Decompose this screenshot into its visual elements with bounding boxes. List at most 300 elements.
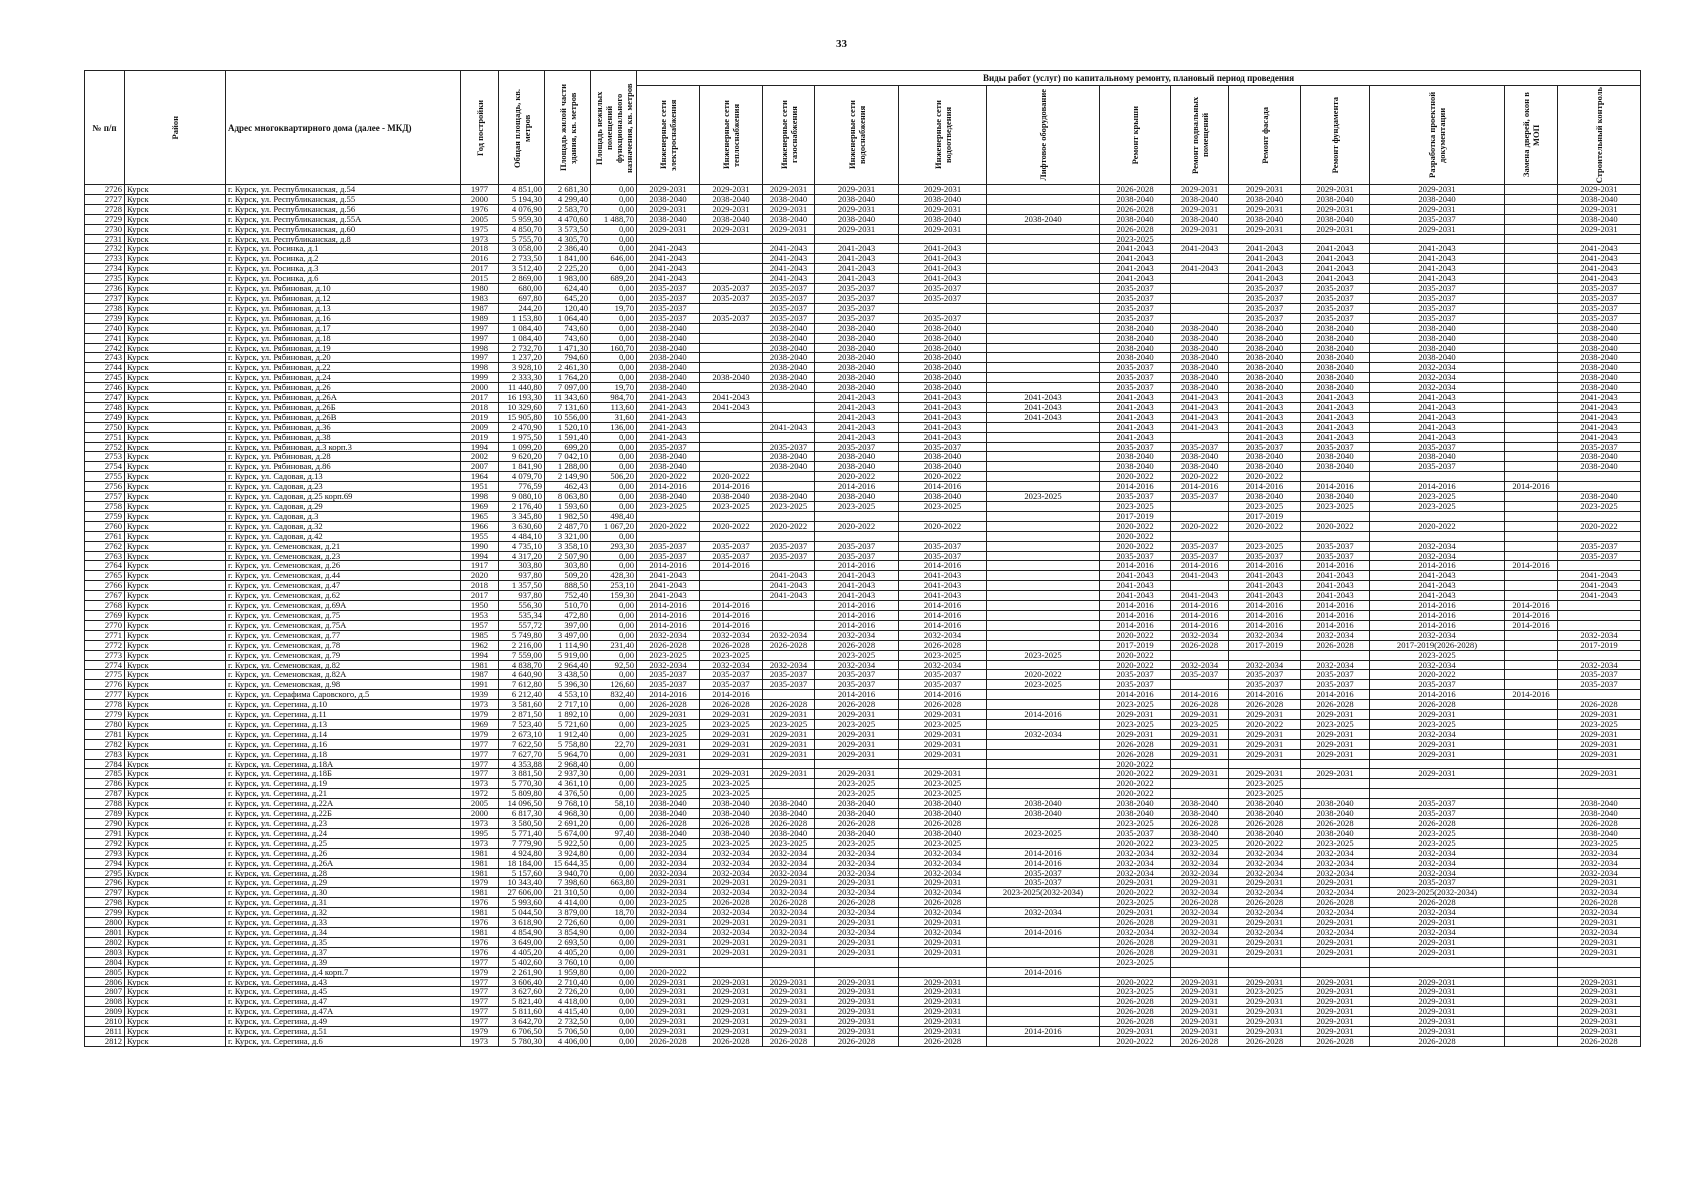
cell-design-docs: 2023-2025 bbox=[1370, 719, 1505, 729]
cell-electric bbox=[637, 531, 700, 541]
cell-heating: 2026-2028 bbox=[700, 819, 763, 829]
table-row bbox=[85, 363, 1641, 373]
cell-living-area: 888,50 bbox=[545, 581, 591, 591]
cell-nonliving-area: 293,30 bbox=[591, 541, 637, 551]
cell-district: Курск bbox=[125, 937, 226, 947]
cell-design-docs: 2041-2043 bbox=[1370, 254, 1505, 264]
cell-total-area: 5 993,60 bbox=[499, 898, 545, 908]
cell-district: Курск bbox=[125, 680, 226, 690]
cell-drainage: 2038-2040 bbox=[899, 799, 987, 809]
cell-nonliving-area: 0,00 bbox=[591, 927, 637, 937]
cell-construction-control: 2035-2037 bbox=[1558, 541, 1641, 551]
cell-facade: 2038-2040 bbox=[1229, 799, 1301, 809]
cell-address: г. Курск, ул. Семеновская, д.44 bbox=[226, 571, 461, 581]
cell-construction-control: 2038-2040 bbox=[1558, 828, 1641, 838]
cell-num: 2771 bbox=[85, 630, 125, 640]
cell-year: 1957 bbox=[461, 620, 499, 630]
cell-year: 1977 bbox=[461, 769, 499, 779]
cell-water bbox=[815, 511, 899, 521]
cell-water: 2038-2040 bbox=[815, 828, 899, 838]
cell-foundation: 2029-2031 bbox=[1301, 947, 1370, 957]
cell-total-area: 3 345,80 bbox=[499, 511, 545, 521]
cell-design-docs: 2029-2031 bbox=[1370, 204, 1505, 214]
cell-facade: 2032-2034 bbox=[1229, 888, 1301, 898]
cell-year: 2000 bbox=[461, 383, 499, 393]
cell-foundation bbox=[1301, 234, 1370, 244]
cell-drainage: 2023-2025 bbox=[899, 789, 987, 799]
cell-year: 1973 bbox=[461, 779, 499, 789]
cell-nonliving-area: 663,80 bbox=[591, 878, 637, 888]
cell-drainage: 2029-2031 bbox=[899, 769, 987, 779]
cell-nonliving-area: 0,00 bbox=[591, 531, 637, 541]
cell-drainage: 2032-2034 bbox=[899, 888, 987, 898]
cell-living-area: 2 968,40 bbox=[545, 759, 591, 769]
cell-living-area: 2 726,20 bbox=[545, 987, 591, 997]
cell-district: Курск bbox=[125, 729, 226, 739]
cell-num: 2783 bbox=[85, 749, 125, 759]
cell-year: 1965 bbox=[461, 511, 499, 521]
cell-doors-windows: 2014-2016 bbox=[1505, 690, 1558, 700]
cell-foundation: 2029-2031 bbox=[1301, 185, 1370, 195]
cell-heating: 2014-2016 bbox=[700, 482, 763, 492]
cell-foundation: 2026-2028 bbox=[1301, 1036, 1370, 1046]
cell-design-docs: 2029-2031 bbox=[1370, 185, 1505, 195]
cell-foundation: 2038-2040 bbox=[1301, 492, 1370, 502]
cell-living-area: 2 149,90 bbox=[545, 472, 591, 482]
cell-doors-windows: 2014-2016 bbox=[1505, 482, 1558, 492]
cell-basement: 2014-2016 bbox=[1171, 610, 1229, 620]
cell-electric: 2029-2031 bbox=[637, 918, 700, 928]
cell-construction-control: 2032-2034 bbox=[1558, 630, 1641, 640]
cell-gas: 2029-2031 bbox=[763, 997, 815, 1007]
cell-living-area: 1 593,60 bbox=[545, 502, 591, 512]
cell-total-area: 5 194,30 bbox=[499, 194, 545, 204]
cell-num: 2782 bbox=[85, 739, 125, 749]
cell-year: 1973 bbox=[461, 234, 499, 244]
cell-water: 2041-2043 bbox=[815, 581, 899, 591]
cell-drainage: 2014-2016 bbox=[899, 690, 987, 700]
cell-num: 2742 bbox=[85, 343, 125, 353]
cell-district: Курск bbox=[125, 739, 226, 749]
cell-gas: 2026-2028 bbox=[763, 898, 815, 908]
cell-living-area: 3 924,80 bbox=[545, 848, 591, 858]
cell-year: 1981 bbox=[461, 848, 499, 858]
cell-lift bbox=[987, 482, 1100, 492]
cell-basement: 2029-2031 bbox=[1171, 1027, 1229, 1037]
cell-address: г. Курск, ул. Семеновская, д.75А bbox=[226, 620, 461, 630]
cell-year: 1998 bbox=[461, 492, 499, 502]
cell-roof: 2041-2043 bbox=[1100, 393, 1171, 403]
cell-address: г. Курск, ул. Серегина, д.23 bbox=[226, 819, 461, 829]
cell-district: Курск bbox=[125, 1017, 226, 1027]
cell-heating: 2029-2031 bbox=[700, 1017, 763, 1027]
table-row bbox=[85, 541, 1641, 551]
cell-drainage bbox=[899, 234, 987, 244]
cell-doors-windows bbox=[1505, 422, 1558, 432]
cell-roof: 2038-2040 bbox=[1100, 452, 1171, 462]
cell-total-area: 303,80 bbox=[499, 561, 545, 571]
cell-num: 2740 bbox=[85, 323, 125, 333]
cell-num: 2764 bbox=[85, 561, 125, 571]
cell-nonliving-area: 0,00 bbox=[591, 452, 637, 462]
cell-lift bbox=[987, 581, 1100, 591]
cell-basement: 2038-2040 bbox=[1171, 452, 1229, 462]
cell-district: Курск bbox=[125, 432, 226, 442]
cell-total-area: 5 780,30 bbox=[499, 1036, 545, 1046]
cell-roof: 2038-2040 bbox=[1100, 343, 1171, 353]
cell-address: г. Курск, ул. Серегина, д.24 bbox=[226, 828, 461, 838]
cell-drainage: 2014-2016 bbox=[899, 610, 987, 620]
cell-num: 2773 bbox=[85, 650, 125, 660]
cell-year: 1939 bbox=[461, 690, 499, 700]
table-row bbox=[85, 264, 1641, 274]
cell-facade: 2035-2037 bbox=[1229, 680, 1301, 690]
cell-roof: 2023-2025 bbox=[1100, 957, 1171, 967]
cell-year: 1994 bbox=[461, 551, 499, 561]
cell-basement: 2014-2016 bbox=[1171, 482, 1229, 492]
cell-lift bbox=[987, 333, 1100, 343]
cell-doors-windows bbox=[1505, 214, 1558, 224]
cell-gas: 2020-2022 bbox=[763, 521, 815, 531]
table-row bbox=[85, 502, 1641, 512]
cell-address: г. Курск, ул. Серегина, д.4 корп.7 bbox=[226, 967, 461, 977]
cell-facade: 2020-2022 bbox=[1229, 838, 1301, 848]
cell-heating: 2029-2031 bbox=[700, 977, 763, 987]
cell-construction-control: 2038-2040 bbox=[1558, 333, 1641, 343]
cell-year: 2000 bbox=[461, 194, 499, 204]
cell-address: г. Курск, ул. Серегина, д.14 bbox=[226, 729, 461, 739]
cell-heating bbox=[700, 244, 763, 254]
cell-basement: 2041-2043 bbox=[1171, 422, 1229, 432]
cell-year: 1955 bbox=[461, 531, 499, 541]
cell-num: 2752 bbox=[85, 442, 125, 452]
cell-total-area: 5 749,80 bbox=[499, 630, 545, 640]
cell-design-docs: 2041-2043 bbox=[1370, 412, 1505, 422]
cell-nonliving-area: 231,40 bbox=[591, 640, 637, 650]
cell-heating bbox=[700, 343, 763, 353]
cell-year: 1969 bbox=[461, 502, 499, 512]
cell-gas: 2029-2031 bbox=[763, 1027, 815, 1037]
table-row bbox=[85, 452, 1641, 462]
cell-gas: 2038-2040 bbox=[763, 373, 815, 383]
cell-roof: 2041-2043 bbox=[1100, 264, 1171, 274]
cell-living-area: 1 114,90 bbox=[545, 640, 591, 650]
cell-basement bbox=[1171, 967, 1229, 977]
cell-facade: 2041-2043 bbox=[1229, 581, 1301, 591]
cell-total-area: 7 523,40 bbox=[499, 719, 545, 729]
cell-foundation: 2038-2040 bbox=[1301, 799, 1370, 809]
cell-basement: 2029-2031 bbox=[1171, 224, 1229, 234]
table-row bbox=[85, 1017, 1641, 1027]
cell-basement: 2032-2034 bbox=[1171, 927, 1229, 937]
cell-nonliving-area: 0,00 bbox=[591, 957, 637, 967]
cell-total-area: 7 559,00 bbox=[499, 650, 545, 660]
cell-lift bbox=[987, 789, 1100, 799]
cell-living-area: 3 358,10 bbox=[545, 541, 591, 551]
cell-roof: 2035-2037 bbox=[1100, 551, 1171, 561]
cell-year: 1977 bbox=[461, 997, 499, 1007]
cell-address: г. Курск, ул. Садовая, д.25 корп.69 bbox=[226, 492, 461, 502]
cell-foundation: 2029-2031 bbox=[1301, 1027, 1370, 1037]
cell-water: 2035-2037 bbox=[815, 670, 899, 680]
cell-design-docs: 2029-2031 bbox=[1370, 987, 1505, 997]
cell-nonliving-area: 22,70 bbox=[591, 739, 637, 749]
cell-water: 2041-2043 bbox=[815, 591, 899, 601]
cell-gas: 2032-2034 bbox=[763, 630, 815, 640]
cell-total-area: 10 329,60 bbox=[499, 402, 545, 412]
cell-living-area: 5 396,30 bbox=[545, 680, 591, 690]
cell-year: 2019 bbox=[461, 412, 499, 422]
cell-electric: 2038-2040 bbox=[637, 323, 700, 333]
header-work-7 bbox=[1171, 86, 1229, 185]
cell-electric: 2041-2043 bbox=[637, 432, 700, 442]
cell-lift bbox=[987, 313, 1100, 323]
cell-basement: 2029-2031 bbox=[1171, 1017, 1229, 1027]
cell-doors-windows bbox=[1505, 224, 1558, 234]
cell-num: 2731 bbox=[85, 234, 125, 244]
cell-total-area: 937,80 bbox=[499, 591, 545, 601]
cell-address: г. Курск, ул. Серегина, д.26 bbox=[226, 848, 461, 858]
cell-heating: 2032-2034 bbox=[700, 858, 763, 868]
cell-heating bbox=[700, 353, 763, 363]
cell-gas: 2029-2031 bbox=[763, 918, 815, 928]
cell-nonliving-area: 0,00 bbox=[591, 987, 637, 997]
table-row bbox=[85, 402, 1641, 412]
cell-address: г. Курск, ул. Рябиновая, д.36 bbox=[226, 422, 461, 432]
cell-total-area: 2 732,70 bbox=[499, 343, 545, 353]
cell-total-area: 680,00 bbox=[499, 284, 545, 294]
cell-gas: 2038-2040 bbox=[763, 353, 815, 363]
cell-district: Курск bbox=[125, 630, 226, 640]
cell-year: 1977 bbox=[461, 749, 499, 759]
cell-water: 2038-2040 bbox=[815, 373, 899, 383]
cell-heating: 2029-2031 bbox=[700, 1027, 763, 1037]
cell-drainage: 2038-2040 bbox=[899, 452, 987, 462]
cell-roof: 2026-2028 bbox=[1100, 185, 1171, 195]
table-row bbox=[85, 769, 1641, 779]
cell-address: г. Курск, ул. Серегина, д.45 bbox=[226, 987, 461, 997]
cell-living-area: 7 398,60 bbox=[545, 878, 591, 888]
cell-design-docs: 2032-2034 bbox=[1370, 541, 1505, 551]
cell-living-area: 3 879,00 bbox=[545, 908, 591, 918]
cell-district: Курск bbox=[125, 620, 226, 630]
cell-year: 2017 bbox=[461, 393, 499, 403]
cell-year: 1983 bbox=[461, 293, 499, 303]
cell-district: Курск bbox=[125, 759, 226, 769]
cell-address: г. Курск, ул. Рябиновая, д.28 bbox=[226, 452, 461, 462]
cell-drainage: 2026-2028 bbox=[899, 700, 987, 710]
cell-roof: 2017-2019 bbox=[1100, 640, 1171, 650]
cell-drainage: 2041-2043 bbox=[899, 412, 987, 422]
cell-roof: 2026-2028 bbox=[1100, 937, 1171, 947]
cell-living-area: 5 721,60 bbox=[545, 719, 591, 729]
cell-living-area: 3 573,50 bbox=[545, 224, 591, 234]
cell-year: 2019 bbox=[461, 432, 499, 442]
cell-nonliving-area: 0,00 bbox=[591, 313, 637, 323]
cell-year: 1979 bbox=[461, 1027, 499, 1037]
cell-basement: 2038-2040 bbox=[1171, 799, 1229, 809]
cell-design-docs: 2014-2016 bbox=[1370, 610, 1505, 620]
cell-construction-control: 2032-2034 bbox=[1558, 848, 1641, 858]
cell-heating: 2023-2025 bbox=[700, 719, 763, 729]
header-work-2 bbox=[763, 86, 815, 185]
cell-nonliving-area: 0,00 bbox=[591, 293, 637, 303]
cell-year: 1977 bbox=[461, 987, 499, 997]
cell-gas: 2041-2043 bbox=[763, 274, 815, 284]
cell-doors-windows bbox=[1505, 373, 1558, 383]
cell-gas: 2035-2037 bbox=[763, 284, 815, 294]
cell-water: 2035-2037 bbox=[815, 313, 899, 323]
cell-nonliving-area: 0,00 bbox=[591, 204, 637, 214]
cell-design-docs: 2041-2043 bbox=[1370, 581, 1505, 591]
cell-nonliving-area: 160,70 bbox=[591, 343, 637, 353]
cell-drainage: 2038-2040 bbox=[899, 323, 987, 333]
cell-num: 2729 bbox=[85, 214, 125, 224]
cell-gas: 2038-2040 bbox=[763, 383, 815, 393]
cell-construction-control: 2041-2043 bbox=[1558, 264, 1641, 274]
cell-lift bbox=[987, 373, 1100, 383]
table-row bbox=[85, 591, 1641, 601]
cell-facade: 2029-2031 bbox=[1229, 1027, 1301, 1037]
cell-nonliving-area: 0,00 bbox=[591, 610, 637, 620]
table-row bbox=[85, 729, 1641, 739]
cell-district: Курск bbox=[125, 244, 226, 254]
table-row bbox=[85, 284, 1641, 294]
cell-water: 2026-2028 bbox=[815, 898, 899, 908]
cell-water: 2023-2025 bbox=[815, 650, 899, 660]
cell-water: 2020-2022 bbox=[815, 472, 899, 482]
cell-basement: 2032-2034 bbox=[1171, 888, 1229, 898]
cell-basement: 2038-2040 bbox=[1171, 343, 1229, 353]
cell-nonliving-area: 0,00 bbox=[591, 551, 637, 561]
cell-water: 2029-2031 bbox=[815, 204, 899, 214]
cell-construction-control: 2026-2028 bbox=[1558, 898, 1641, 908]
cell-heating: 2023-2025 bbox=[700, 789, 763, 799]
cell-electric: 2032-2034 bbox=[637, 630, 700, 640]
cell-electric: 2035-2037 bbox=[637, 284, 700, 294]
cell-electric: 2029-2031 bbox=[637, 1027, 700, 1037]
cell-year: 1997 bbox=[461, 333, 499, 343]
cell-heating bbox=[700, 383, 763, 393]
cell-total-area: 5 402,60 bbox=[499, 957, 545, 967]
cell-foundation: 2029-2031 bbox=[1301, 1007, 1370, 1017]
cell-lift bbox=[987, 234, 1100, 244]
cell-roof: 2038-2040 bbox=[1100, 333, 1171, 343]
cell-roof: 2026-2028 bbox=[1100, 947, 1171, 957]
cell-total-area: 15 905,80 bbox=[499, 412, 545, 422]
cell-design-docs: 2014-2016 bbox=[1370, 561, 1505, 571]
cell-facade: 2041-2043 bbox=[1229, 422, 1301, 432]
cell-foundation: 2035-2037 bbox=[1301, 293, 1370, 303]
cell-facade: 2032-2034 bbox=[1229, 858, 1301, 868]
table-row bbox=[85, 462, 1641, 472]
cell-gas: 2026-2028 bbox=[763, 1036, 815, 1046]
table-row bbox=[85, 710, 1641, 720]
cell-design-docs: 2014-2016 bbox=[1370, 690, 1505, 700]
cell-basement: 2041-2043 bbox=[1171, 393, 1229, 403]
cell-design-docs bbox=[1370, 789, 1505, 799]
cell-electric: 2023-2025 bbox=[637, 650, 700, 660]
cell-year: 1997 bbox=[461, 323, 499, 333]
cell-year: 1981 bbox=[461, 858, 499, 868]
cell-district: Курск bbox=[125, 472, 226, 482]
cell-roof: 2020-2022 bbox=[1100, 472, 1171, 482]
cell-electric: 2038-2040 bbox=[637, 462, 700, 472]
header-total-area bbox=[499, 71, 545, 185]
cell-district: Курск bbox=[125, 511, 226, 521]
cell-address: г. Курск, ул. Семеновская, д.79 bbox=[226, 650, 461, 660]
cell-foundation: 2038-2040 bbox=[1301, 323, 1370, 333]
cell-nonliving-area: 0,00 bbox=[591, 333, 637, 343]
cell-design-docs: 2029-2031 bbox=[1370, 769, 1505, 779]
cell-district: Курск bbox=[125, 393, 226, 403]
cell-roof: 2020-2022 bbox=[1100, 769, 1171, 779]
cell-construction-control: 2026-2028 bbox=[1558, 819, 1641, 829]
cell-num: 2810 bbox=[85, 1017, 125, 1027]
cell-total-area: 4 317,20 bbox=[499, 551, 545, 561]
cell-doors-windows bbox=[1505, 402, 1558, 412]
cell-num: 2802 bbox=[85, 937, 125, 947]
cell-facade: 2041-2043 bbox=[1229, 393, 1301, 403]
cell-basement: 2038-2040 bbox=[1171, 363, 1229, 373]
cell-heating bbox=[700, 581, 763, 591]
cell-gas bbox=[763, 789, 815, 799]
cell-gas: 2023-2025 bbox=[763, 502, 815, 512]
cell-roof: 2038-2040 bbox=[1100, 462, 1171, 472]
cell-address: г. Курск, ул. Рябиновая, д.24 bbox=[226, 373, 461, 383]
cell-gas: 2032-2034 bbox=[763, 660, 815, 670]
cell-gas: 2029-2031 bbox=[763, 749, 815, 759]
cell-construction-control: 2029-2031 bbox=[1558, 769, 1641, 779]
cell-living-area: 1 959,80 bbox=[545, 967, 591, 977]
cell-nonliving-area: 19,70 bbox=[591, 303, 637, 313]
cell-district: Курск bbox=[125, 977, 226, 987]
cell-num: 2730 bbox=[85, 224, 125, 234]
cell-design-docs: 2029-2031 bbox=[1370, 937, 1505, 947]
cell-gas: 2029-2031 bbox=[763, 769, 815, 779]
cell-year: 1981 bbox=[461, 908, 499, 918]
cell-construction-control: 2041-2043 bbox=[1558, 571, 1641, 581]
cell-address: г. Курск, ул. Серегина, д.31 bbox=[226, 898, 461, 908]
cell-foundation: 2029-2031 bbox=[1301, 710, 1370, 720]
cell-design-docs: 2020-2022 bbox=[1370, 670, 1505, 680]
cell-basement bbox=[1171, 284, 1229, 294]
cell-gas: 2029-2031 bbox=[763, 185, 815, 195]
cell-drainage: 2032-2034 bbox=[899, 848, 987, 858]
cell-facade: 2029-2031 bbox=[1229, 1017, 1301, 1027]
cell-living-area: 5 922,50 bbox=[545, 838, 591, 848]
cell-electric: 2029-2031 bbox=[637, 1007, 700, 1017]
cell-construction-control: 2023-2025 bbox=[1558, 719, 1641, 729]
cell-water: 2038-2040 bbox=[815, 333, 899, 343]
cell-address: г. Курск, ул. Семеновская, д.75 bbox=[226, 610, 461, 620]
cell-heating bbox=[700, 967, 763, 977]
cell-total-area: 6 706,50 bbox=[499, 1027, 545, 1037]
cell-drainage: 2035-2037 bbox=[899, 313, 987, 323]
table-row bbox=[85, 749, 1641, 759]
cell-living-area: 509,20 bbox=[545, 571, 591, 581]
cell-lift bbox=[987, 284, 1100, 294]
cell-living-area: 397,00 bbox=[545, 620, 591, 630]
cell-heating: 2029-2031 bbox=[700, 729, 763, 739]
cell-facade: 2026-2028 bbox=[1229, 898, 1301, 908]
cell-num: 2741 bbox=[85, 333, 125, 343]
cell-doors-windows bbox=[1505, 749, 1558, 759]
cell-lift bbox=[987, 472, 1100, 482]
cell-basement: 2032-2034 bbox=[1171, 868, 1229, 878]
cell-design-docs: 2032-2034 bbox=[1370, 363, 1505, 373]
header-living-area bbox=[545, 71, 591, 185]
